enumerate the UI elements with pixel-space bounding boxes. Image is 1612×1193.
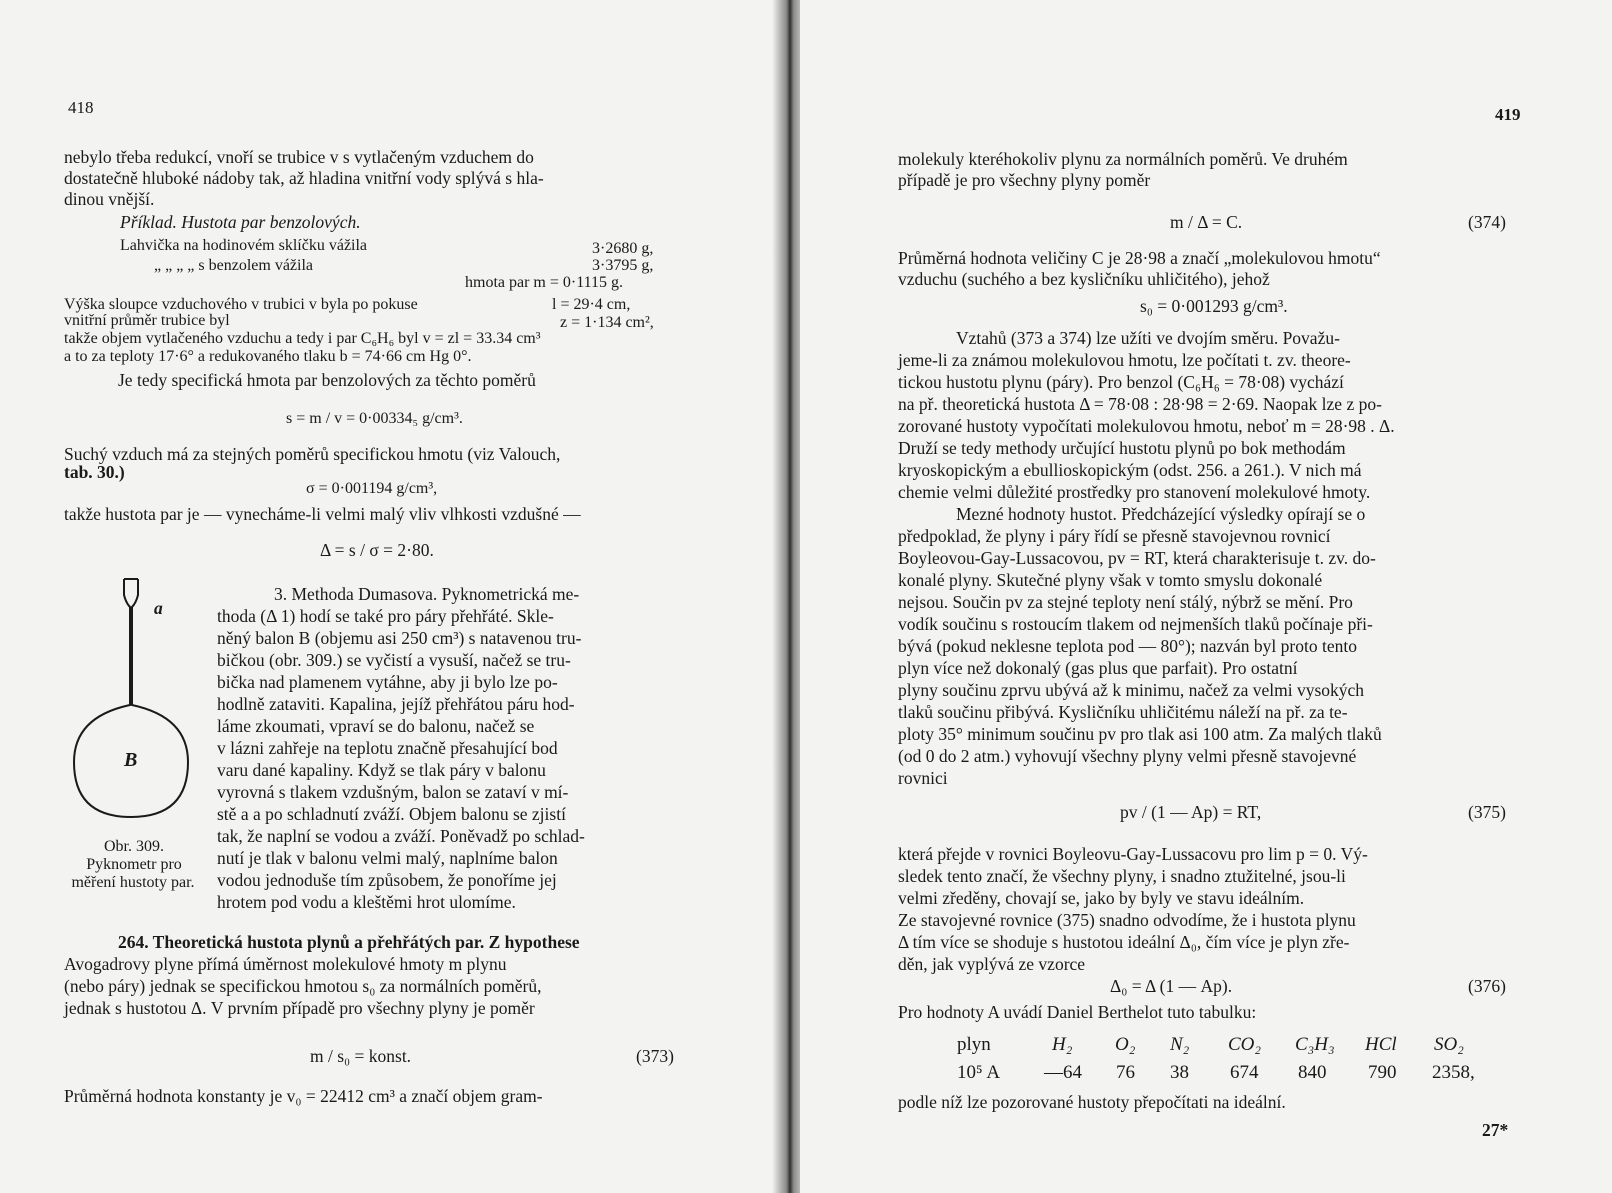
text-line: ploty 35° minimum součinu pv pro tlak asi 100 atm. Za malých tlaků [898,724,1382,744]
text-line: vodík součinu s rostoucím tlakem od nejmenších tlaků počínaje při- [898,614,1373,634]
text-line: vodou jednoduše tím způsobem, že ponoříme jej [217,870,557,890]
text-line: tickou hustotu plynu (páry). Pro benzol (C₆H₆ = 78·08) vychází [898,372,1344,392]
table-header: H₂ [1052,1034,1073,1055]
figure-caption: měření hustoty par. [71,874,195,891]
figure-label-b: B [124,749,138,771]
text-line: Výška sloupce vzduchového v trubici v byla po pokuse [64,296,418,313]
table-cell: 674 [1230,1062,1259,1083]
text-line: předpoklad, že plyny i páry řídí se přesně stavojevnou rovnicí [898,526,1331,546]
text-line: (od 0 do 2 atm.) vyhovují všechny plyny velmi přesně stavojevné [898,746,1357,766]
text-line: Ze stavojevné rovnice (375) snadno odvodíme, že i hustota plynu [898,910,1356,930]
equation: m / s₀ = konst. [310,1046,412,1066]
text-line: případě je pro všechny plyny poměr [898,170,1151,190]
text-line: zorované hustoty vypočítati molekulovou hmotu, neboť m = 28·98 . Δ. [898,416,1395,436]
text-line: Je tedy specifická hmota par benzolových za těchto poměrů [118,370,536,390]
text-line: dinou vnější. [64,189,155,209]
text-line: thoda (Δ 1) hodí se také pro páry přehřáté. Skle- [217,606,554,626]
text-line: bička nad plamenem vytáhne, aby ji bylo lze po- [217,672,558,692]
text-line: varu dané kapaliny. Když se tlak páry v balonu [217,760,546,780]
text-line: Boyleovou-Gay-Lussacovou, pv = RT, která charakterisuje t. zv. do- [898,548,1376,568]
text-line: podle níž lze pozorované hustoty přepočítati na ideální. [898,1092,1286,1112]
text-line: v lázni zahřeje na teplotu značně přesahující bod [217,738,558,758]
figure-label-a: a [154,598,163,618]
section-heading: 264. Theoretická hustota plynů a přehřátých par. Z hypothese [118,932,580,952]
text-line: vyrovná s tlakem vzdušným, balon se zataví v mí- [217,782,569,802]
table-header: N₂ [1170,1034,1190,1055]
table-header: C₃H₃ [1295,1034,1335,1055]
text-line: vzduchu (suchého a bez kysličníku uhličitého), jehož [898,269,1270,289]
equation-number: (375) [1468,802,1506,822]
text-line: na př. theoretická hustota Δ = 78·08 : 28·98 = 2·69. Naopak lze z po- [898,394,1382,414]
text-line: (nebo páry) jednak se specifickou hmotou s₀ za normálních poměrů, [64,976,542,996]
text-line: Vztahů (373 a 374) lze užíti ve dvojím směru. Považu- [956,328,1340,348]
text-line: nejsou. Součin pv za stejné teploty není stálý, nýbrž se mění. Pro [898,592,1353,612]
pyknometer-figure [60,575,210,835]
table-header: SO₂ [1434,1034,1464,1055]
text-line: nebylo třeba redukcí, vnoří se trubice v s vytlačeným vzduchem do [64,147,534,167]
text-line: kryoskopickým a ebullioskopickým (odst. 256. a 261.). V nich má [898,460,1362,480]
table-cell: 76 [1116,1062,1135,1083]
equation: σ = 0·001194 g/cm³, [306,480,438,497]
text-line: plyn více než dokonalý (gas plus que parfait). Pro ostatní [898,658,1298,678]
equation: s = m / v = 0·00334₅ g/cm³. [286,410,463,427]
text-line: Suchý vzduch má za stejných poměrů specifickou hmotu (viz Valouch, [64,444,561,464]
berthelot-table [800,1034,1612,1094]
page-number-left: 418 [68,98,94,117]
left-page [0,0,780,1193]
text-line: Δ tím více se shoduje s hustotou ideální Δ₀, čím více je plyn zře- [898,932,1350,952]
table-header: HCl [1365,1034,1397,1055]
figure-caption: Obr. 309. [104,838,164,855]
text-line: hodlně zataviti. Kapalina, jejíž přehřátou páru hod- [217,694,575,714]
text-line: rovnici [898,768,948,788]
equation: m / Δ = C. [1170,212,1243,232]
text-line: Druží se tedy methody určující hustotu plynů po bok methodám [898,438,1346,458]
text-line: bývá (pokud neklesne teplota pod — 80°); nazván byl proto tento [898,636,1357,656]
table-cell: —64 [1044,1062,1082,1083]
equation-number: (373) [636,1046,674,1066]
text-line: láme zkoumati, vpraví se do balonu, načež se [217,716,535,736]
text-line: a to za teploty 17·6° a redukovaného tlaku b = 74·66 cm Hg 0°. [64,348,472,365]
text-line: Avogadrovy plyne přímá úměrnost molekulové hmoty m plynu [64,954,507,974]
text-line: Lahvička na hodinovém sklíčku vážila [120,237,368,254]
text-line: vnitřní průměr trubice byl [64,312,230,329]
value: l = 29·4 cm, [552,296,631,313]
text-line: takže objem vytlačeného vzduchu a tedy i par C₆H₆ byl v = zl = 33.34 cm³ [64,330,541,347]
text-line: nutí je tlak v balonu velmi malý, naplníme balon [217,848,558,868]
table-cell: 840 [1298,1062,1327,1083]
table-header: O₂ [1115,1034,1136,1055]
text-line: jeme-li za známou molekulovou hmotu, lze počítati t. zv. theore- [898,350,1351,370]
text-line: která přejde v rovnici Boyleovu-Gay-Lussacovu pro lim p = 0. Vý- [898,844,1368,864]
table-header: plyn [957,1034,991,1055]
text-line: něný balon B (objemu asi 250 cm³) s natavenou tru- [217,628,582,648]
equation-number: (374) [1468,212,1506,232]
table-header: CO₂ [1228,1034,1261,1055]
text-line: bičkou (obr. 309.) se vyčistí a vysuší, načež se tru- [217,650,571,670]
text-line: „ „ „ „ s benzolem vážila [154,257,314,274]
text-line: konalé plyny. Skutečné plyny však v tomto smyslu dokonalé [898,570,1323,590]
text-line: jednak s hustotou Δ. V prvním případě pro všechny plyny je poměr [64,998,535,1018]
value: 3·3795 g, [592,257,654,274]
equation: pv / (1 — Ap) = RT, [1120,802,1262,822]
text-line: Pro hodnoty A uvádí Daniel Berthelot tuto tabulku: [898,1002,1257,1022]
text-line: Průměrná hodnota konstanty je v₀ = 22412 cm³ a značí objem gram- [64,1086,543,1106]
text-line: tab. 30.) [64,462,125,482]
page-number-right: 419 [1495,105,1521,124]
text-line: hrotem pod vodu a kleštěmi hrot ulomíme. [217,892,516,912]
signature-mark: 27* [1482,1120,1509,1140]
text-line: tak, že naplní se vodou a zváží. Poněvadž po schlad- [217,826,585,846]
value: z = 1·134 cm², [560,314,654,331]
figure-caption: Pyknometr pro [86,856,182,873]
value: 3·2680 g, [592,240,654,257]
text-line: Mezné hodnoty hustot. Předcházející výsledky opírají se o [956,504,1366,524]
example-heading: Příklad. Hustota par benzolových. [120,212,361,232]
table-cell: 38 [1170,1062,1189,1083]
text-line: Průměrná hodnota veličiny C je 28·98 a značí „molekulovou hmotu“ [898,248,1381,268]
table-cell: 10⁵ A [957,1062,1001,1083]
text-line: dostatečně hluboké nádoby tak, až hladina vnitřní vody splývá s hla- [64,168,544,188]
text-line: velmi zředěny, chovají se, jako by byly ve stavu ideálním. [898,888,1305,908]
equation: s₀ = 0·001293 g/cm³. [1140,296,1288,316]
equation: Δ₀ = Δ (1 — Ap). [1110,976,1233,996]
table-cell: 2358, [1432,1062,1475,1083]
equation-number: (376) [1468,976,1506,996]
text-line: molekuly kteréhokoliv plynu za normálních poměrů. Ve druhém [898,149,1348,169]
text-line: děn, jak vyplývá ze vzorce [898,954,1086,974]
text-line: plyny součinu zprvu ubývá až k minimu, načež za velmi vysokých [898,680,1365,700]
text-line: stě a a po schladnutí zváží. Objem balonu se zjistí [217,804,566,824]
text-line: takže hustota par je — vynecháme-li velmi malý vliv vlhkosti vzdušné — [64,504,581,524]
text-line: chemie velmi důležité prostředky pro stanovení molekulové hmoty. [898,482,1371,502]
text-line: sledek tento značí, že všechny plyny, i snadno ztužitelné, jsou-li [898,866,1346,886]
table-cell: 790 [1368,1062,1397,1083]
value: hmota par m = 0·1115 g. [465,274,624,291]
equation: Δ = s / σ = 2·80. [320,540,434,560]
text-line: tlaků součinu přibývá. Kysličníku uhličitému náleží na př. za te- [898,702,1348,722]
text-line: 3. Methoda Dumasova. Pyknometrická me- [274,584,580,604]
right-page [800,0,1612,1193]
